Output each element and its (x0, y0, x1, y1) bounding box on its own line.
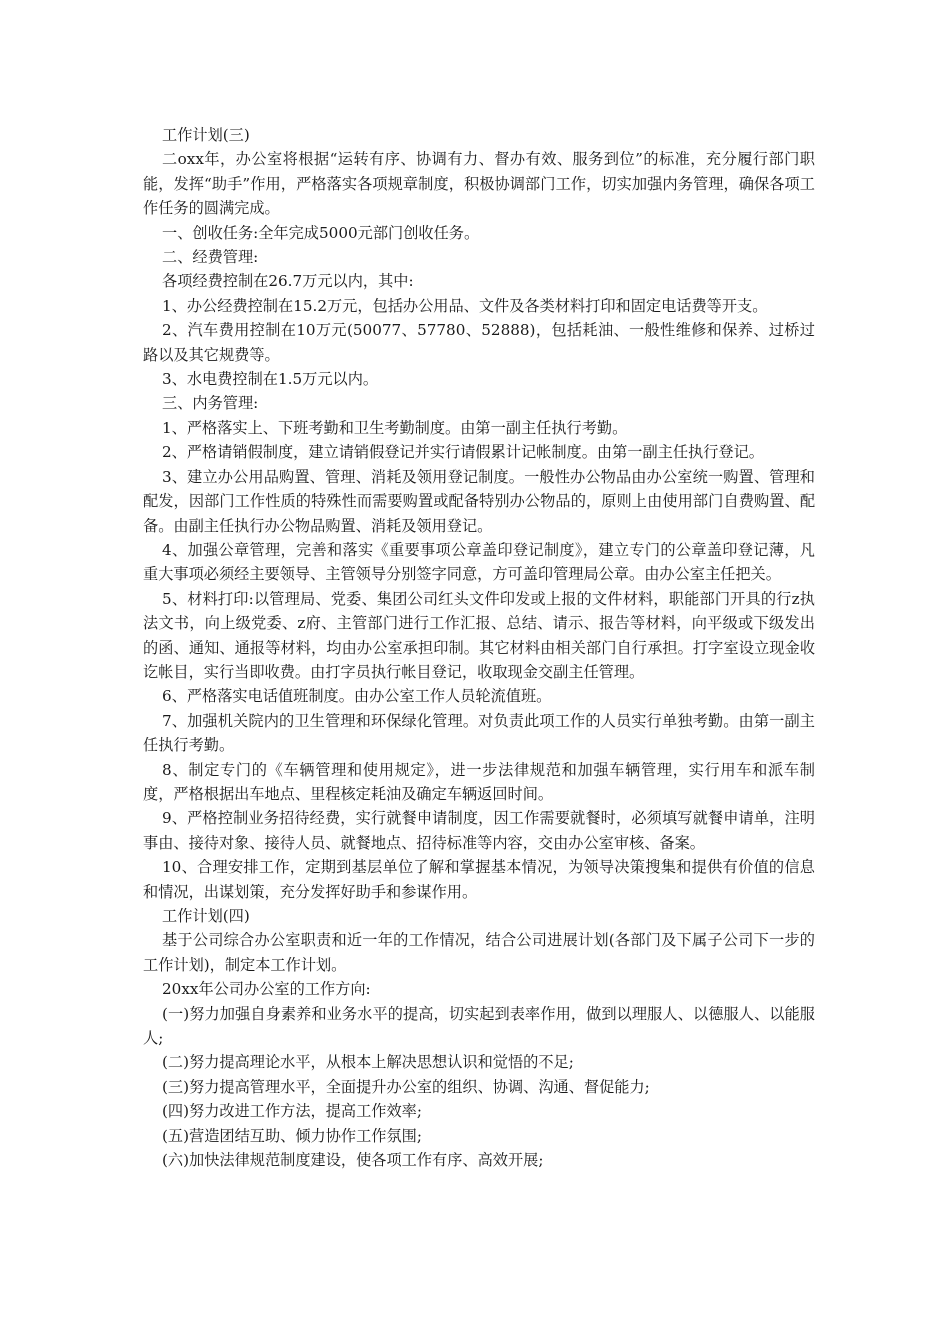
section-heading-funds: 二、经费管理: (162, 248, 259, 267)
paragraph-funds-total: 各项经费控制在26.7万元以内，其中: (162, 272, 414, 291)
paragraph-plan-4-intro: 基于公司综合办公室职责和近一年的工作情况，结合公司进展计划(各部门及下属子公司下一步的工作计划)，制定本工作计划。 (143, 931, 815, 974)
list-item-office-supplies: 3、建立办公用品购置、管理、消耗及领用登记制度。一般性办公物品由办公室统一购置、管理和配发，因部门工作性质的特殊性而需要购置或配备特别办公物品的，原则上由使用部门自费购置、配备。由副主任执行办公物品购置、消耗及领用登记。 (143, 467, 815, 535)
section-revenue-task: 一、创收任务:全年完成5000元部门创收任务。 (162, 223, 480, 242)
list-item-vehicle-rules: 8、制定专门的《车辆管理和使用规定》，进一步法律规范和加强车辆管理，实行用车和派车制度，严格根据出车地点、里程核定耗油及确定车辆返回时间。 (143, 760, 815, 803)
list-item-printing: 5、材料打印:以管理局、党委、集团公司红头文件印发或上报的文件材料，职能部门开具的行z执法文书，向上级党委、z府、主管部门进行工作汇报、总结、请示、报告等材料，向平级或下级发出的函、通知、通报等材料，均由办公室承担印制。其它材料由相关部门自行承担。打字室设立现金收讫帐目，实行当即收费。由打字员执行帐目登记，收取现金交副主任管理。 (143, 589, 815, 681)
section-heading-internal-affairs: 三、内务管理: (162, 394, 259, 413)
list-item-utilities: 3、水电费控制在1.5万元以内。 (162, 370, 379, 389)
list-item-arrangement: 10、合理安排工作，定期到基层单位了解和掌握基本情况，为领导决策搜集和提供有价值的信息和情况，出谋划策，充分发挥好助手和参谋作用。 (143, 858, 815, 901)
paragraph-intro: 二oxx年，办公室将根据“运转有序、协调有力、督办有效、服务到位”的标准，充分履行部门职能，发挥“助手”作用，严格落实各项规章制度，积极协调部门工作，切实加强内务管理，确保各项工作任务的圆满完成。 (143, 150, 815, 218)
list-item-hygiene: 7、加强机关院内的卫生管理和环保绿化管理。对负责此项工作的人员实行单独考勤。由第一副主任执行考勤。 (143, 711, 815, 755)
list-item-hospitality: 9、严格控制业务招待经费，实行就餐申请制度，因工作需要就餐时，必须填写就餐申请单，注明事由、接待对象、接待人员、就餐地点、招待标准等内容，交由办公室审核、备案。 (143, 809, 815, 852)
paragraph-direction-heading: 20xx年公司办公室的工作方向: (162, 980, 371, 999)
direction-item-1: (一)努力加强自身素养和业务水平的提高，切实起到表率作用，做到以理服人、以德服人、以能服人; (143, 1004, 815, 1048)
list-item-seal-management: 4、加强公章管理，完善和落实《重要事项公章盖印登记制度》，建立专门的公章盖印登记薄，凡重大事项必须经主要领导、主管领导分别签字同意，方可盖印管理局公章。由办公室主任把关。 (143, 540, 815, 584)
direction-item-4: (四)努力改进工作方法，提高工作效率; (162, 1102, 422, 1121)
list-item-vehicle-costs: 2、汽车费用控制在10万元(50077、57780、52888)，包括耗油、一般性维修和保养、过桥过路以及其它规费等。 (143, 321, 815, 364)
document-body (143, 123, 815, 1172)
list-item-attendance: 1、严格落实上、下班考勤和卫生考勤制度。由第一副主任执行考勤。 (162, 418, 628, 437)
heading-plan-3: 工作计划(三) (162, 126, 250, 144)
direction-item-5: (五)营造团结互助、倾力协作工作氛围; (162, 1126, 422, 1145)
list-item-leave: 2、严格请销假制度，建立请销假登记并实行请假累计记帐制度。由第一副主任执行登记。 (162, 443, 764, 462)
list-item-phone-duty: 6、严格落实电话值班制度。由办公室工作人员轮流值班。 (162, 687, 552, 706)
direction-item-2: (二)努力提高理论水平，从根本上解决思想认识和觉悟的不足; (162, 1053, 574, 1072)
direction-item-3: (三)努力提高管理水平，全面提升办公室的组织、协调、沟通、督促能力; (162, 1077, 650, 1096)
list-item-office-funds: 1、办公经费控制在15.2万元，包括办公用品、文件及各类材料打印和固定电话费等开支。 (162, 296, 768, 315)
heading-plan-4: 工作计划(四) (162, 907, 250, 925)
direction-item-6: (六)加快法律规范制度建设，使各项工作有序、高效开展; (162, 1151, 544, 1170)
